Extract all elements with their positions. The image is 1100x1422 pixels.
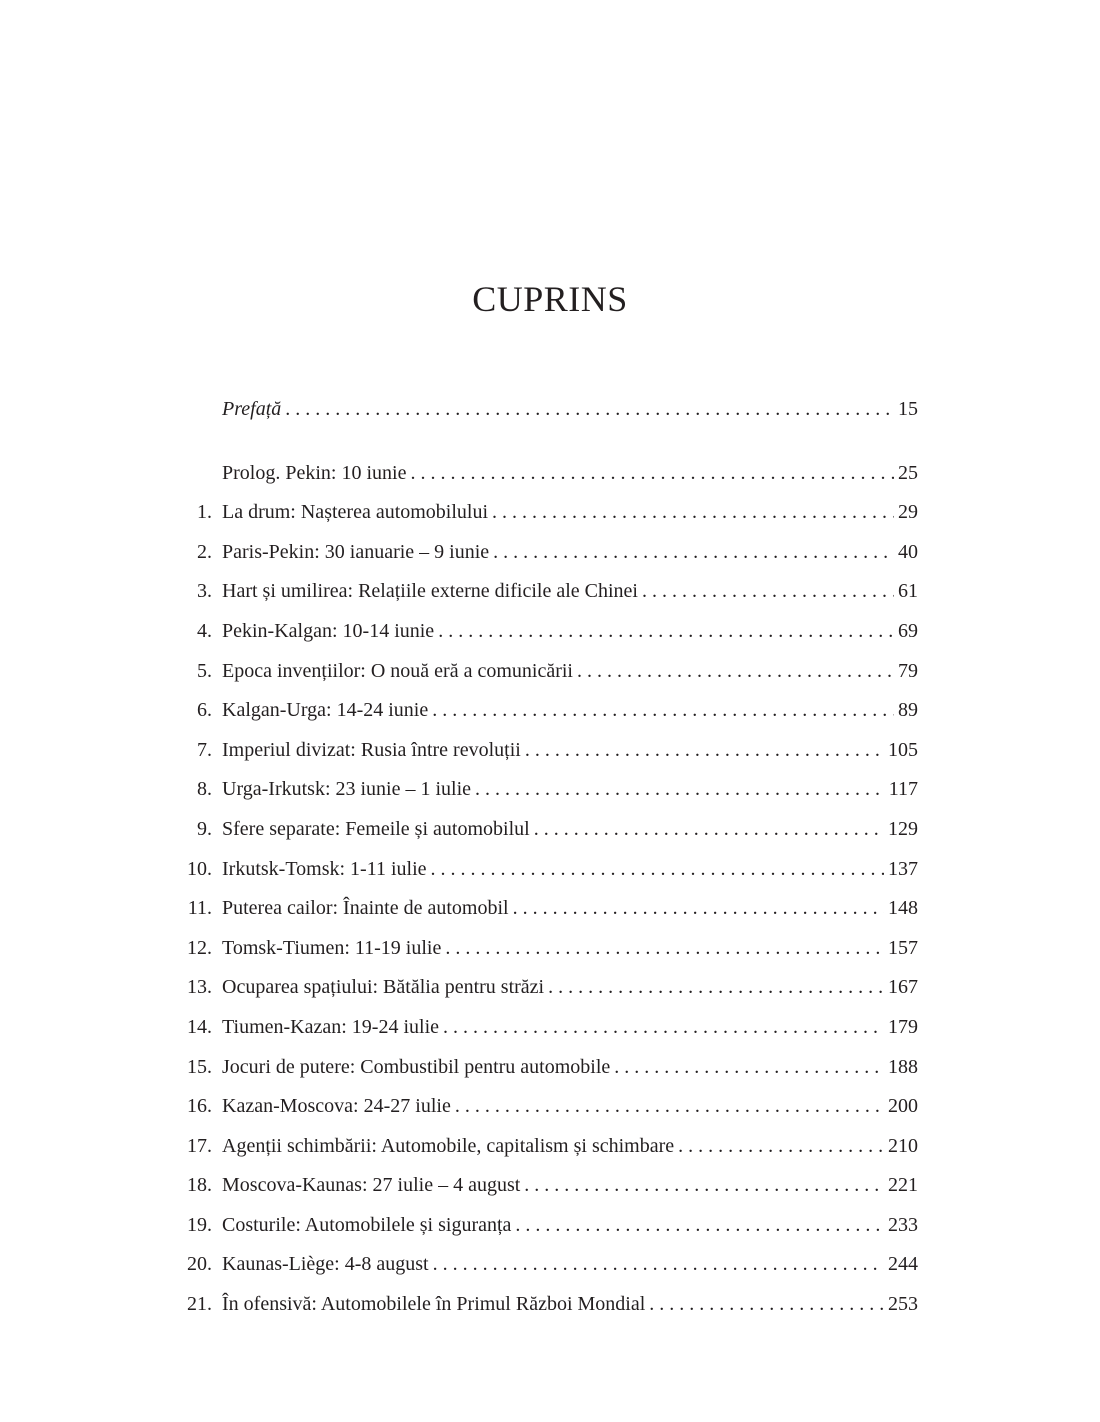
toc-entry-page: 79 bbox=[898, 659, 918, 682]
toc-entry-number: 4. bbox=[197, 619, 212, 642]
toc-entry-title: Paris-Pekin: 30 ianuarie – 9 iunie bbox=[222, 540, 490, 563]
toc-entry-title: Ocuparea spațiului: Bătălia pentru străzi bbox=[222, 976, 545, 999]
toc-entry-number: 3. bbox=[197, 580, 212, 603]
toc-entry-number: 16. bbox=[187, 1095, 212, 1118]
toc-entry bbox=[170, 810, 918, 850]
toc-entry-number: 18. bbox=[187, 1174, 212, 1197]
toc-entry bbox=[170, 1008, 918, 1048]
toc-entry-title: Jocuri de putere: Combustibil pentru automobile bbox=[222, 1055, 611, 1078]
toc-entry-number: 21. bbox=[187, 1293, 212, 1316]
toc-entry bbox=[170, 572, 918, 612]
toc-entry-title: Kalgan-Urga: 14-24 iunie bbox=[222, 699, 429, 722]
toc-entry bbox=[170, 1245, 918, 1285]
toc-entry-number: 6. bbox=[197, 699, 212, 722]
toc-entry-title: În ofensivă: Automobilele în Primul Război Mondial bbox=[222, 1293, 646, 1316]
toc-entry-page: 129 bbox=[888, 817, 918, 840]
dot-leader bbox=[548, 968, 884, 1008]
toc-entry-title: Irkutsk-Tomsk: 1-11 iulie bbox=[222, 857, 427, 880]
toc-entry bbox=[170, 533, 918, 573]
dot-leader bbox=[431, 850, 884, 890]
toc-entry-number: 15. bbox=[187, 1055, 212, 1078]
toc-entry-number: 12. bbox=[187, 936, 212, 959]
toc-entry bbox=[170, 612, 918, 652]
dot-leader bbox=[642, 572, 894, 612]
dot-leader bbox=[492, 493, 894, 533]
toc-entry-number: 9. bbox=[197, 817, 212, 840]
toc-entry-page: 210 bbox=[888, 1134, 918, 1157]
toc-entry bbox=[170, 1087, 918, 1127]
toc-entry-title: Pekin-Kalgan: 10-14 iunie bbox=[222, 619, 435, 642]
dot-leader bbox=[433, 1245, 884, 1285]
toc-entry-title: Puterea cailor: Înainte de automobil bbox=[222, 897, 509, 920]
dot-leader bbox=[455, 1087, 884, 1127]
toc-entry-number: 14. bbox=[187, 1015, 212, 1038]
dot-leader bbox=[443, 1008, 884, 1048]
dot-leader bbox=[515, 1206, 884, 1246]
toc-entry-page: 40 bbox=[898, 540, 918, 563]
toc-entry-page: 69 bbox=[898, 619, 918, 642]
toc-entry-page: 244 bbox=[888, 1253, 918, 1276]
toc-entry-page: 89 bbox=[898, 699, 918, 722]
dot-leader bbox=[438, 612, 894, 652]
dot-leader bbox=[614, 1048, 884, 1088]
toc-entry-title: Sfere separate: Femeile și automobilul bbox=[222, 817, 530, 840]
toc-entry-title: Epoca invențiilor: O nouă eră a comunicării bbox=[222, 659, 573, 682]
toc-entry-title: Urga-Irkutsk: 23 iunie – 1 iulie bbox=[222, 778, 472, 801]
toc-entry-page: 61 bbox=[898, 580, 918, 603]
dot-leader bbox=[493, 533, 894, 573]
dot-leader bbox=[285, 390, 894, 430]
toc-entry-title: La drum: Nașterea automobilului bbox=[222, 501, 489, 524]
page-title: CUPRINS bbox=[472, 279, 628, 319]
toc-entry-title: Agenții schimbării: Automobile, capitalism și schimbare bbox=[222, 1134, 675, 1157]
toc-entry-number: 2. bbox=[197, 540, 212, 563]
toc-entry-title: Hart și umilirea: Relațiile externe dificile ale Chinei bbox=[222, 580, 638, 603]
toc-entry-number: 11. bbox=[187, 897, 212, 920]
toc-entry-title: Prolog. Pekin: 10 iunie bbox=[222, 461, 407, 484]
toc-entry-page: 179 bbox=[888, 1015, 918, 1038]
toc-entry-page: 188 bbox=[888, 1055, 918, 1078]
toc-entry-title: Tiumen-Kazan: 19-24 iulie bbox=[222, 1015, 440, 1038]
toc-entry-title: Costurile: Automobilele și siguranța bbox=[222, 1213, 512, 1236]
toc-entry-page: 221 bbox=[888, 1174, 918, 1197]
toc-entry bbox=[170, 968, 918, 1008]
toc-entry bbox=[170, 493, 918, 533]
dot-leader bbox=[678, 1127, 884, 1167]
dot-leader bbox=[524, 1166, 884, 1206]
dot-leader bbox=[525, 731, 884, 771]
toc-entry-number: 1. bbox=[197, 501, 212, 524]
toc-entry-page: 200 bbox=[888, 1095, 918, 1118]
toc-entry-page: 117 bbox=[888, 778, 918, 801]
toc-entry-title: Tomsk-Tiumen: 11-19 iulie bbox=[222, 936, 442, 959]
toc-entry bbox=[170, 770, 918, 810]
toc-entry bbox=[170, 1166, 918, 1206]
toc-entry-number: 17. bbox=[187, 1134, 212, 1157]
toc-entry bbox=[170, 731, 918, 771]
toc-entry-number: 5. bbox=[197, 659, 212, 682]
toc-entry-number: 13. bbox=[187, 976, 212, 999]
dot-leader bbox=[534, 810, 884, 850]
dot-leader bbox=[649, 1285, 884, 1325]
toc-entry-page: 167 bbox=[888, 976, 918, 999]
toc-entry-number: 7. bbox=[197, 738, 212, 761]
toc-entry bbox=[170, 390, 918, 430]
toc-entry-number: 20. bbox=[187, 1253, 212, 1276]
dot-leader bbox=[475, 770, 885, 810]
toc-entry-page: 148 bbox=[888, 897, 918, 920]
dot-leader bbox=[432, 691, 894, 731]
toc-entry-number: 8. bbox=[197, 778, 212, 801]
toc-entry-page: 233 bbox=[888, 1213, 918, 1236]
toc-entry bbox=[170, 652, 918, 692]
toc-entry-page: 29 bbox=[898, 501, 918, 524]
toc-entry-title: Imperiul divizat: Rusia între revoluții bbox=[222, 738, 521, 761]
toc-entry bbox=[170, 1285, 918, 1325]
toc-entry bbox=[170, 1206, 918, 1246]
toc-entry-title: Kaunas-Liège: 4-8 august bbox=[222, 1253, 429, 1276]
dot-leader bbox=[445, 929, 884, 969]
toc-entry-number: 19. bbox=[187, 1213, 212, 1236]
table-of-contents bbox=[170, 390, 918, 1325]
toc-entry bbox=[170, 691, 918, 731]
toc-entry-title: Prefață bbox=[222, 398, 282, 420]
toc-entry-page: 253 bbox=[888, 1293, 918, 1316]
toc-entry-number: 10. bbox=[187, 857, 212, 880]
dot-leader bbox=[410, 454, 894, 494]
toc-entry-page: 15 bbox=[898, 398, 918, 420]
dot-leader bbox=[513, 889, 884, 929]
toc-entry-page: 137 bbox=[888, 857, 918, 880]
dot-leader bbox=[577, 652, 894, 692]
toc-entry bbox=[170, 889, 918, 929]
toc-entry bbox=[170, 1048, 918, 1088]
toc-entry-page: 157 bbox=[888, 936, 918, 959]
toc-entry-page: 105 bbox=[888, 738, 918, 761]
toc-entry-title: Kazan-Moscova: 24-27 iulie bbox=[222, 1095, 451, 1118]
toc-entry bbox=[170, 850, 918, 890]
toc-entry-title: Moscova-Kaunas: 27 iulie – 4 august bbox=[222, 1174, 521, 1197]
toc-entry bbox=[170, 1127, 918, 1167]
toc-entry bbox=[170, 454, 918, 494]
toc-entry-page: 25 bbox=[898, 461, 918, 484]
toc-entry bbox=[170, 929, 918, 969]
